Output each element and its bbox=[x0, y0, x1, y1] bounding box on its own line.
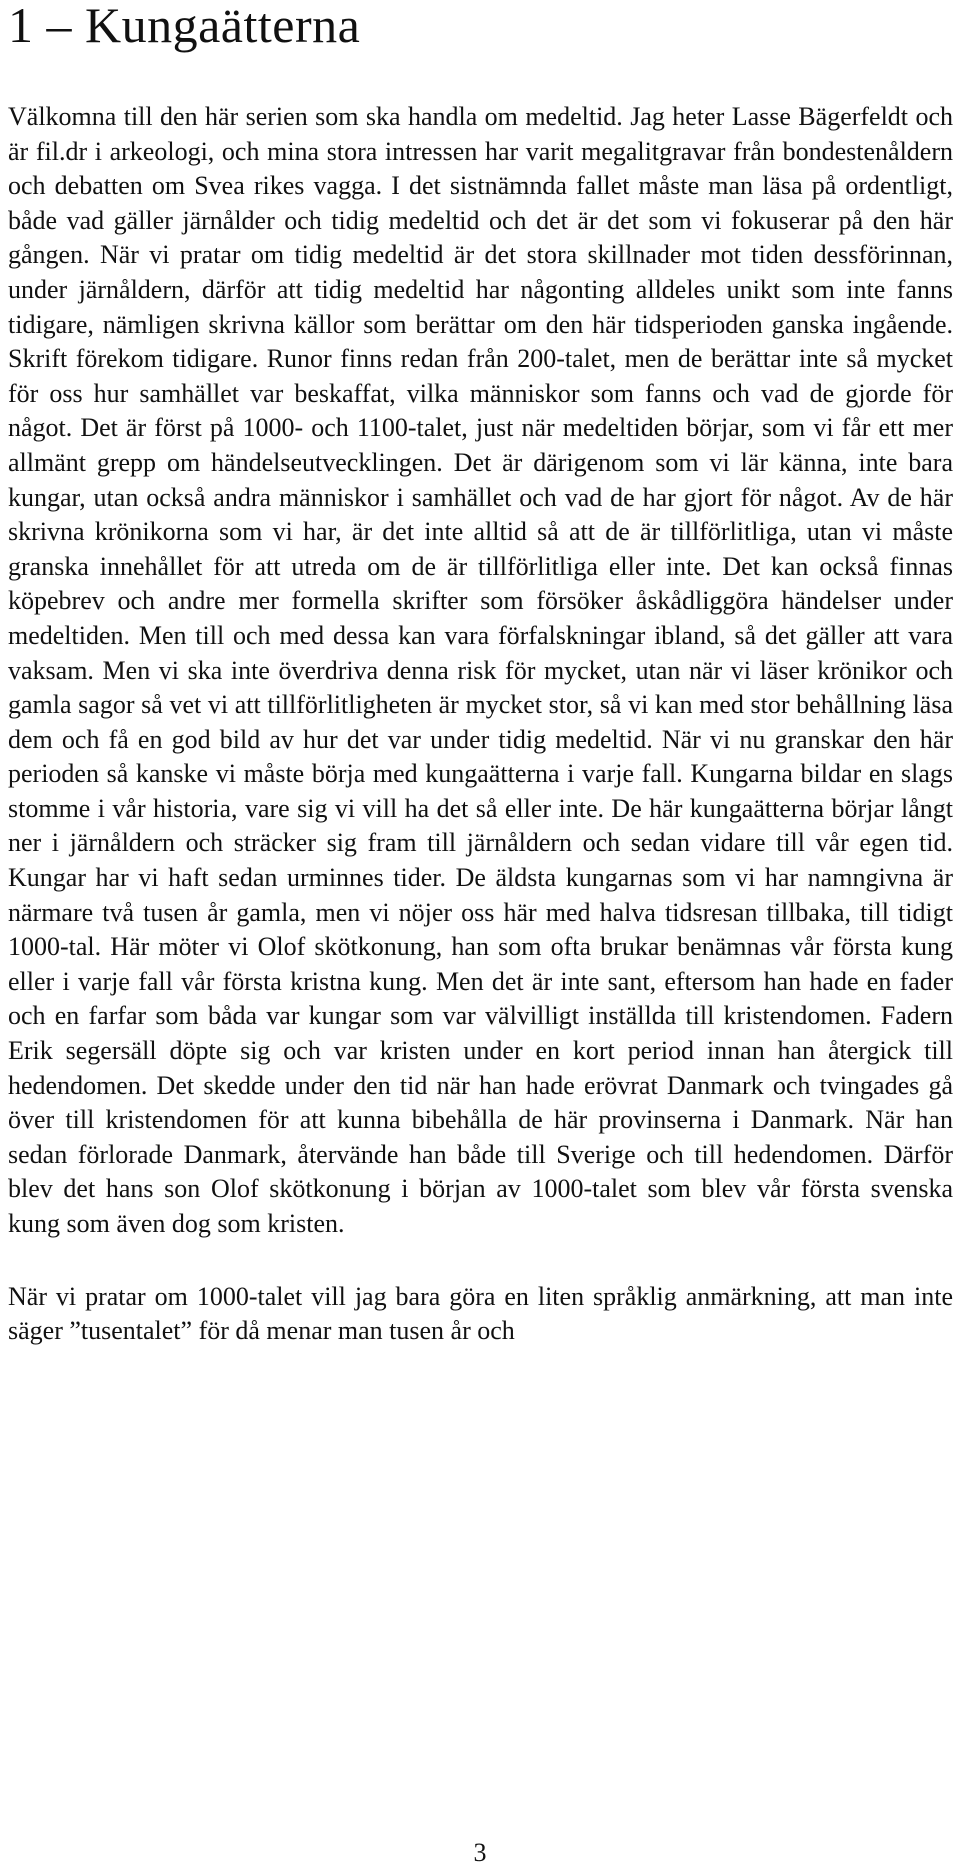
page-number: 3 bbox=[473, 1838, 487, 1867]
document-page bbox=[8, 0, 953, 1349]
chapter-title: 1 – Kungaätterna bbox=[8, 0, 361, 53]
body-paragraph: När vi pratar om 1000-talet vill jag bara göra en liten språklig anmärkning, att man inte säger ”tusentalet” för då menar man tusen år och bbox=[8, 1281, 953, 1346]
body-paragraph: Välkomna till den här serien som ska handla om medeltid. Jag heter Lasse Bägerfeldt och är fil.dr i arkeologi, och mina stora intressen har varit megalitgravar från bondestenåldern och debatten om Svea rikes vagga. I det sistnämnda fallet måste man läsa på ordentligt, både vad gäller järnålder och tidig medeltid och det är det som vi fokuserar på den här gången. När vi pratar om tidig medeltid är det stora skillnader mot tiden dessförinnan, under järnåldern, därför att tidig medeltid har någonting alldeles unikt som inte fanns tidigare, nämligen skrivna källor som berättar om den här tidsperioden ganska ingående. Skrift förekom tidigare. Runor finns redan från 200-talet, men de berättar inte så mycket för oss hur samhället var beskaffat, vilka människor som fanns och vad de gjorde för något. Det är först på 1000- och 1100-talet, just när medeltiden börjar, som vi får ett mer allmänt grepp om händelseutvecklingen. Det är därigenom som vi lär känna, inte bara kungar, utan också andra människor i samhället och vad de har gjort för något. Av de här skrivna krönikorna som vi har, är det inte alltid så att de är tillförlitliga, utan vi måste granska innehållet för att utreda om de är tillförlitliga eller inte. Det kan också finnas köpebrev och andre mer formella skrifter som försöker åskådliggöra händelser under medeltiden. Men till och med dessa kan vara förfalskningar ibland, så det gäller att vara vaksam. Men vi ska inte överdriva denna risk för mycket, utan när vi läser krönikor och gamla sagor så vet vi att tillförlitligheten är mycket stor, så vi kan med stor behållning läsa dem och få en god bild av hur det var under tidig medeltid. När vi nu granskar den här perioden så kanske vi måste börja med kungaätterna i varje fall. Kungarna bildar en slags stomme i vår historia, vare sig vi vill ha det så eller inte. De här kungaätterna börjar långt ner i järnåldern och sträcker sig fram till järnåldern och sedan vidare till vår egen tid. Kungar har vi haft sedan urminnes tider. De äldsta kungarnas som vi har namngivna är närmare två tusen år gamla, men vi nöjer oss här med halva tidsresan tillbaka, till tidigt 1000-tal. Här möter vi Olof skötkonung, han som ofta brukar benämnas vår första kung eller i varje fall vår första kristna kung. Men det är inte sant, eftersom han hade en fader och en farfar som båda var kungar som var välvilligt inställda till kristendomen. Fadern Erik segersäll döpte sig och var kristen under en kort period innan han återgick till hedendomen. Det skedde under den tid när han hade erövrat Danmark och tvingades gå över till kristendomen för att kunna bibehålla de här provinserna i Danmark. När han sedan förlorade Danmark, återvände han både till Sverige och till hedendomen. Därför blev det hans son Olof skötkonung i början av 1000-talet som blev vår första svenska kung som även dog som kristen. bbox=[8, 102, 953, 1238]
